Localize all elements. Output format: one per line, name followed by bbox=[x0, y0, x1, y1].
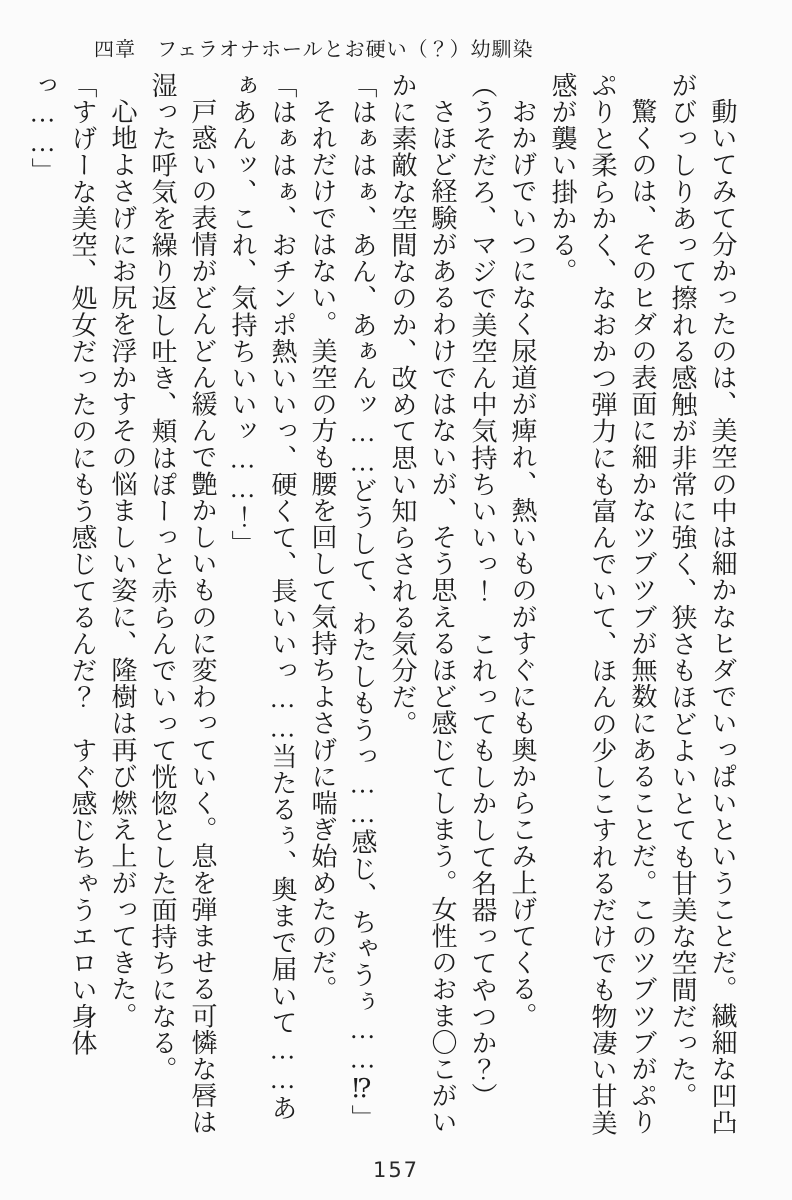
paragraph: 心地よさげにお尻を浮かすその悩ましい姿に、隆樹は再び燃え上がってきた。 bbox=[108, 98, 137, 1029]
paragraph-dialogue: 「はぁはぁ、おチンポ熱いいっ、硬くて、長いいっ……当たるぅ、奥まで届いて……あぁあんッ、これ、気持ちいいッ……！」 bbox=[228, 72, 297, 1122]
paragraph: それだけではない。美空の方も腰を回して気持ちよさげに喘ぎ始めたのだ。 bbox=[308, 98, 337, 1003]
paragraph-dialogue: 「すげーな美空、処女だったのにもう感じてるんだ？ すぐ感じちゃうエロい身体っ……」 bbox=[28, 72, 97, 1057]
paragraph: さほど経験があるわけではないが、そう思えるほど感じてしまう。女性のおま〇こがいかに素敵な空間なのか、改めて思い知らされる気分だ。 bbox=[388, 72, 457, 1136]
body-text bbox=[28, 72, 742, 1144]
paragraph-monologue: （うそだろ、マジで美空ん中気持ちいいっ！ これってもしかして名器ってやつか？） bbox=[468, 72, 497, 1110]
paragraph-dialogue: 「はぁはぁ、あん、あぁんッ……どうして、わたしもうっ……感じ、ちゃうぅ……⁉」 bbox=[348, 72, 377, 1132]
paragraph: おかげでいつになく尿道が痺れ、熱いものがすぐにも奥からこみ上げてくる。 bbox=[508, 98, 537, 1029]
chapter-title: 四章 フェラオナホールとお硬い（？）幼馴染 bbox=[94, 39, 534, 61]
page-number: 157 bbox=[372, 1158, 420, 1182]
paragraph: 驚くのは、そのヒダの表面に細かなツブツブが無数にあることだ。このツブツブがぷりぷりと柔らかく、なおかつ弾力にも富んでいて、ほんの少しこすれるだけでも物凄い甘美感が襲い掛かる。 bbox=[548, 72, 657, 1136]
paragraph: 動いてみて分かったのは、美空の中は細かなヒダでいっぱいということだ。繊細な凹凸がびっしりあって擦れる感触が非常に強く、狭さもほどよいとても甘美な空間だった。 bbox=[668, 72, 737, 1136]
paragraph: 戸惑いの表情がどんどん緩んで艶かしいものに変わっていく。息を弾ませる可憐な唇は湿った呼気を繰り返し吐き、頬はぽーっと赤らんでいって恍惚とした面持ちになる。 bbox=[148, 72, 217, 1136]
